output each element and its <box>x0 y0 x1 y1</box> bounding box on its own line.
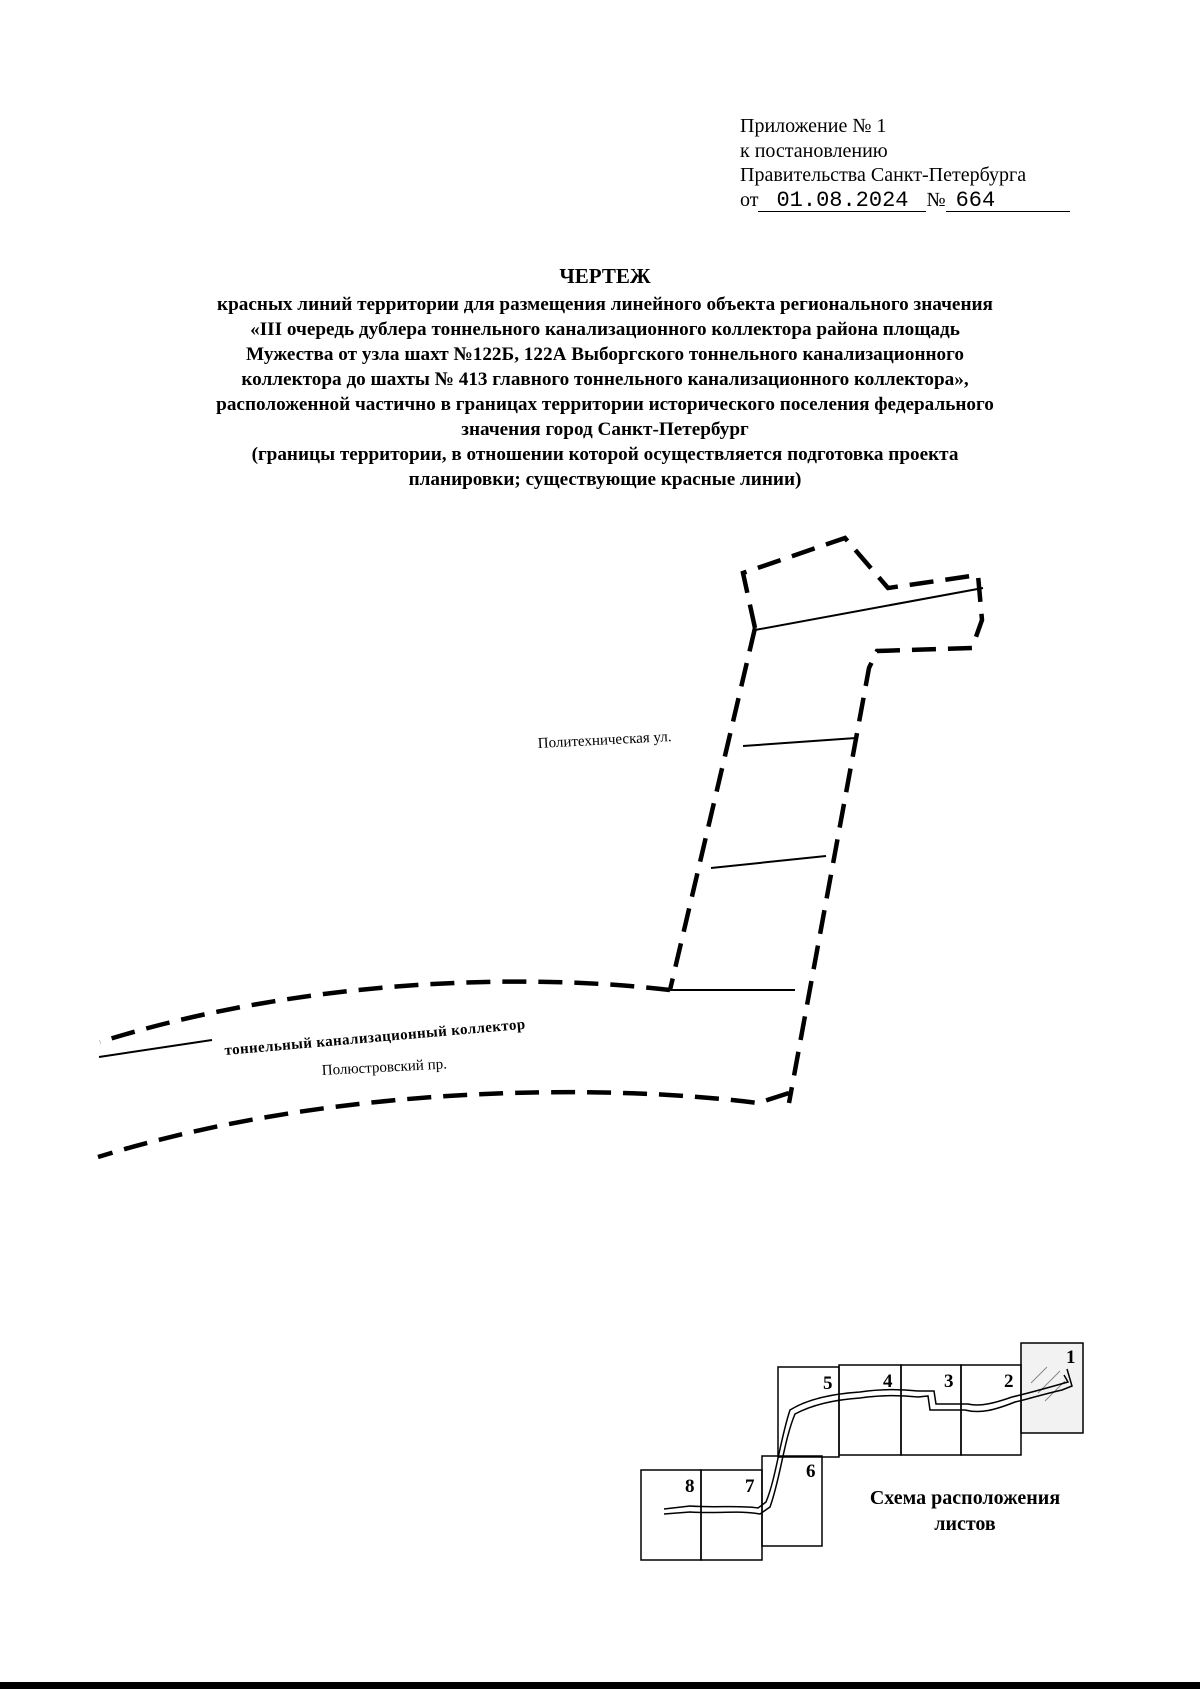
appendix-line-3: Правительства Санкт-Петербурга <box>740 164 1027 186</box>
title-line-2: «III очередь дублера тоннельного канализационного коллектора района площадь <box>250 319 960 340</box>
document-date: 01.08.2024 <box>776 187 909 213</box>
red-line-cross-2 <box>711 856 826 868</box>
sheet-number-5: 5 <box>823 1373 833 1394</box>
caption-line-2: листов <box>934 1513 996 1535</box>
sheet-number-8: 8 <box>685 1476 695 1497</box>
boundary-south-bank <box>98 1092 789 1157</box>
sheet-number-3: 3 <box>944 1371 954 1392</box>
title-line-6: значения город Санкт-Петербург <box>461 419 749 440</box>
sheet-index-caption <box>835 1485 1095 1537</box>
label-polyustrovsky: Полюстровский пр. <box>321 1056 448 1079</box>
title-heading: ЧЕРТЕЖ <box>559 264 651 288</box>
territory-boundary <box>98 538 982 1157</box>
title-line-7: (границы территории, в отношении которой осуществляется подготовка проекта <box>251 444 959 465</box>
appendix-line-1: Приложение № 1 <box>740 115 887 137</box>
scan-edge <box>0 1682 1200 1689</box>
sheet-number-6: 6 <box>806 1461 816 1482</box>
label-politekhnicheskaya: Политехническая ул. <box>537 729 672 752</box>
red-lines <box>99 588 983 1057</box>
document-number: 664 <box>955 187 996 213</box>
red-line-cross-1 <box>743 738 856 746</box>
number-prefix: № <box>926 188 946 211</box>
title-line-5: расположенной частично в границах территории исторического поселения федерального <box>216 394 994 415</box>
sheet-number-4: 4 <box>883 1371 893 1392</box>
label-collector: тоннельный канализационный коллектор <box>223 1016 527 1059</box>
boundary-north-east <box>743 538 982 1103</box>
title-line-8: планировки; существующие красные линии) <box>408 469 802 490</box>
title-line-4: коллектора до шахты № 413 главного тоннельного канализационного коллектора», <box>241 369 969 390</box>
title-line-1: красных линий территории для размещения линейного объекта регионального значения <box>217 294 993 315</box>
appendix-line-2: к постановлению <box>740 139 888 162</box>
caption-line-1: Схема расположения <box>869 1487 1061 1509</box>
date-prefix: от <box>740 188 759 211</box>
red-line-top <box>755 588 983 630</box>
title-line-3: Мужества от узла шахт №122Б, 122А Выборгского тоннельного канализационного <box>246 344 964 365</box>
sheet-number-2: 2 <box>1004 1371 1014 1392</box>
sheet-number-1: 1 <box>1066 1347 1076 1368</box>
boundary-west-leg <box>670 628 755 990</box>
sheet-number-7: 7 <box>745 1476 755 1497</box>
red-line-west <box>99 1040 212 1057</box>
